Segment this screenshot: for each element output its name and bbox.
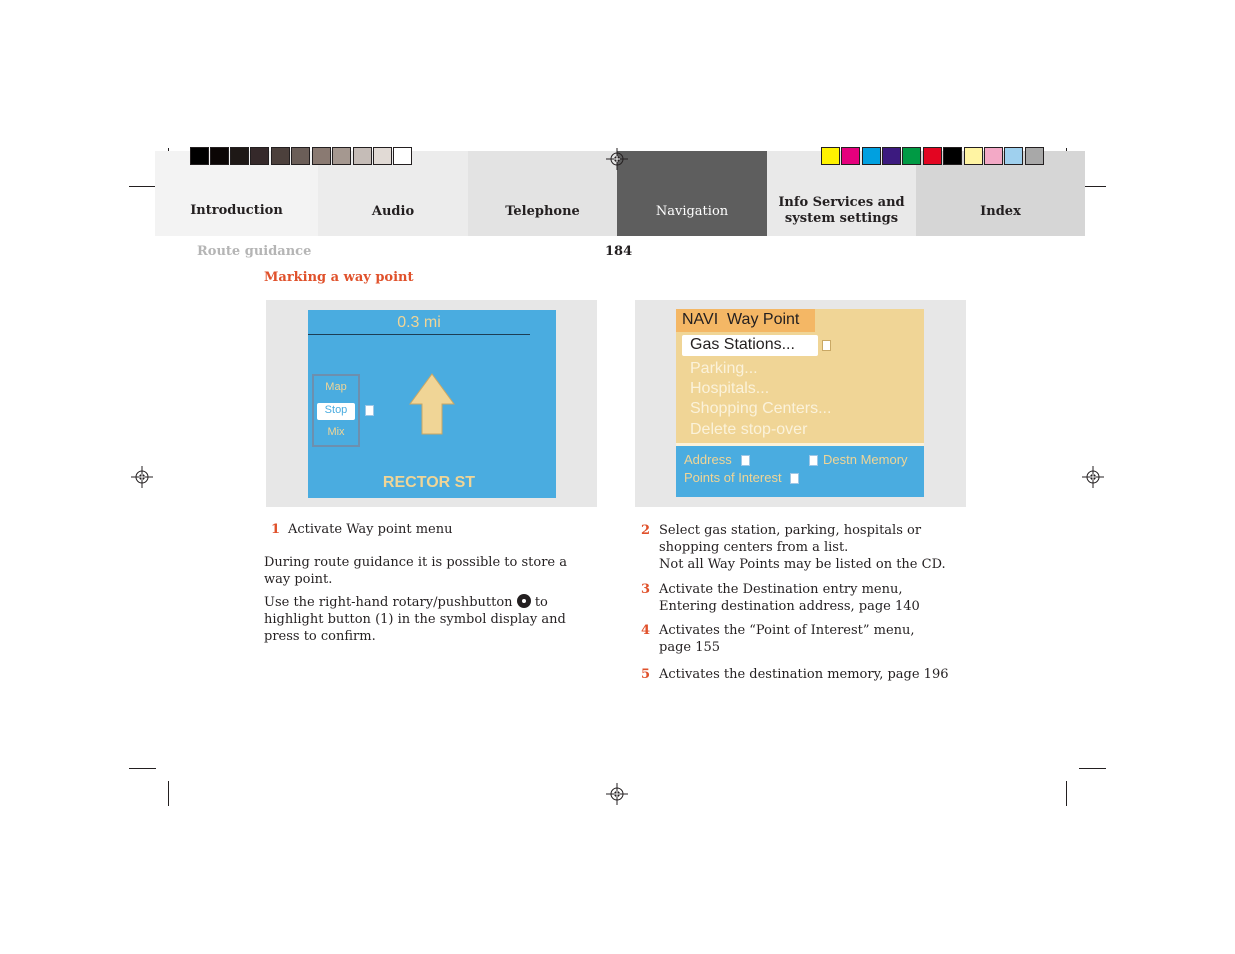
section-label: Route guidance bbox=[197, 244, 312, 259]
menu-item-map[interactable]: Map bbox=[325, 381, 347, 393]
tab-audio[interactable]: Audio bbox=[318, 151, 468, 236]
registration-mark-icon bbox=[1082, 466, 1104, 488]
tab-introduction[interactable]: Introduction bbox=[155, 151, 318, 236]
tab-telephone[interactable]: Telephone bbox=[468, 151, 617, 236]
gray-swatch bbox=[250, 147, 269, 165]
registration-mark-icon bbox=[131, 466, 153, 488]
step-line: Activate the Destination entry menu, bbox=[659, 582, 903, 597]
list-item-parking[interactable]: Parking... bbox=[690, 360, 758, 377]
color-swatch bbox=[984, 147, 1003, 165]
step-line: page 155 bbox=[659, 640, 721, 655]
menu-item-stop[interactable]: Stop bbox=[324, 404, 348, 416]
crop-mark bbox=[129, 768, 156, 769]
step-number: 1 bbox=[270, 522, 280, 537]
screen-panel-waypoint bbox=[635, 300, 966, 507]
destn-memory-button[interactable]: Destn Memory bbox=[823, 452, 908, 467]
tab-index[interactable]: Index bbox=[916, 151, 1085, 236]
tab-navigation[interactable]: Navigation bbox=[617, 151, 767, 236]
step-1 bbox=[264, 521, 594, 538]
callout-marker-2 bbox=[822, 340, 831, 351]
screen-title: NAVI Way Point bbox=[682, 311, 800, 328]
instruction-paragraph: Use the right-hand rotary/pushbutton to highlight button (1) in the symbol display and press to confirm. bbox=[264, 595, 566, 644]
gray-swatch bbox=[312, 147, 331, 165]
crop-mark bbox=[129, 186, 156, 187]
gray-swatch bbox=[230, 147, 249, 165]
step-line: Not all Way Points may be listed on the CD. bbox=[659, 557, 946, 572]
tab-info-services[interactable]: Info Services and system settings bbox=[767, 151, 916, 236]
street-name: RECTOR ST bbox=[382, 474, 476, 491]
color-swatch bbox=[882, 147, 901, 165]
callout-marker-3 bbox=[741, 455, 750, 466]
screen-panel-guidance bbox=[266, 300, 597, 507]
distance-readout: 0.3 mi bbox=[397, 314, 441, 331]
step-line: Activates the destination memory, page 196 bbox=[659, 667, 949, 682]
step-line: Entering destination address, page 140 bbox=[659, 599, 920, 614]
color-swatch bbox=[923, 147, 942, 165]
callout-marker-4 bbox=[790, 473, 799, 484]
list-item-hospitals[interactable]: Hospitals... bbox=[690, 380, 770, 397]
gray-swatch bbox=[291, 147, 310, 165]
crop-mark bbox=[168, 781, 169, 806]
rotary-pushbutton-icon bbox=[517, 594, 531, 608]
step-line: Activates the “Point of Interest” menu, bbox=[659, 623, 915, 638]
registration-mark-icon bbox=[606, 783, 628, 805]
step-5: 5 Activates the destination memory, page 196 bbox=[640, 666, 960, 683]
gray-swatch bbox=[353, 147, 372, 165]
color-swatch bbox=[1004, 147, 1023, 165]
up-arrow-icon bbox=[408, 372, 456, 436]
color-swatch bbox=[943, 147, 962, 165]
registration-mark-icon bbox=[606, 148, 628, 170]
waypoint-screen bbox=[676, 309, 924, 497]
callout-marker-5 bbox=[809, 455, 818, 466]
callout-marker-1 bbox=[365, 405, 374, 416]
intro-paragraph: During route guidance it is possible to store a way point. bbox=[264, 555, 567, 587]
color-swatch bbox=[964, 147, 983, 165]
gray-swatch bbox=[373, 147, 392, 165]
address-button[interactable]: Address bbox=[684, 452, 732, 467]
step-line: shopping centers from a list. bbox=[659, 540, 849, 555]
symbol-menu bbox=[312, 374, 360, 447]
divider bbox=[308, 334, 530, 335]
list-item-shopping-centers[interactable]: Shopping Centers... bbox=[690, 400, 832, 417]
poi-button[interactable]: Points of Interest bbox=[684, 470, 782, 485]
step-line: Select gas station, parking, hospitals or bbox=[659, 523, 922, 538]
list-item-delete-stop-over[interactable]: Delete stop-over bbox=[690, 421, 808, 438]
gray-swatch bbox=[393, 147, 412, 165]
color-swatch bbox=[1025, 147, 1044, 165]
gray-swatch bbox=[210, 147, 229, 165]
step-text: Activate Way point menu bbox=[288, 522, 453, 537]
gray-swatch bbox=[190, 147, 209, 165]
color-swatch bbox=[902, 147, 921, 165]
gray-swatch bbox=[332, 147, 351, 165]
step-4: 4 Activates the “Point of Interest” menu, page 155 bbox=[640, 622, 960, 656]
color-swatch bbox=[862, 147, 881, 165]
step-2: 2 Select gas station, parking, hospitals or shopping centers from a list. Not all Way Points may be listed on the CD. bbox=[640, 522, 960, 573]
list-item-gas-stations[interactable]: Gas Stations... bbox=[690, 336, 795, 353]
page-heading: Marking a way point bbox=[264, 270, 414, 285]
color-swatch bbox=[841, 147, 860, 165]
step-3: 3 Activate the Destination entry menu, Entering destination address, page 140 bbox=[640, 581, 960, 615]
page-number: 184 bbox=[605, 244, 633, 259]
bottom-bar bbox=[676, 446, 924, 497]
guidance-screen bbox=[308, 310, 556, 498]
crop-mark bbox=[1066, 781, 1067, 806]
gray-swatch bbox=[271, 147, 290, 165]
crop-mark bbox=[1079, 768, 1106, 769]
color-swatch bbox=[821, 147, 840, 165]
menu-item-mix[interactable]: Mix bbox=[327, 426, 345, 438]
